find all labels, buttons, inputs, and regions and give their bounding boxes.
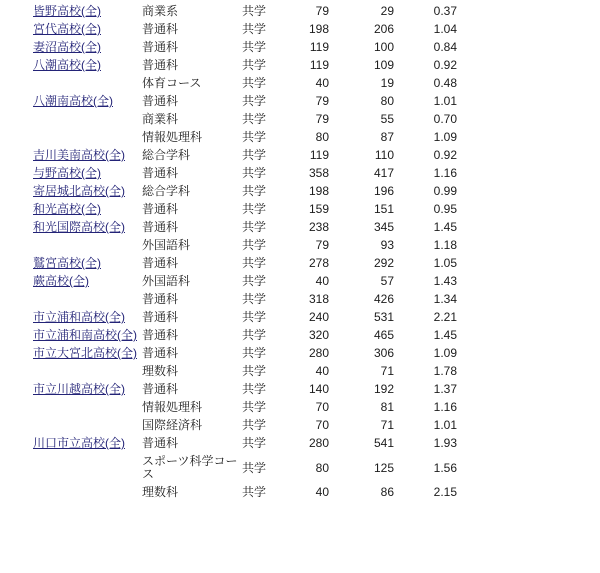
school-link[interactable]: 蕨高校(全): [33, 274, 89, 288]
ratio-cell: 0.48: [433, 76, 457, 90]
school-cell: [33, 399, 142, 417]
table-row: [33, 93, 457, 111]
capacity-cell: 70: [315, 400, 329, 414]
coed-cell: 共学: [242, 58, 267, 72]
department-cell: 普通科: [142, 166, 179, 180]
applicants-cell: 541: [373, 436, 394, 450]
capacity-cell: 79: [315, 94, 329, 108]
coed-cell: 共学: [242, 346, 267, 360]
table-row: [33, 291, 457, 309]
applicants-cell: 87: [380, 130, 394, 144]
school-link[interactable]: 与野高校(全): [33, 166, 101, 180]
coed-cell: 共学: [242, 220, 267, 234]
applicants-cell: 71: [380, 418, 394, 432]
ratio-cell: 0.84: [433, 40, 457, 54]
ratio-cell: 1.04: [433, 22, 457, 36]
capacity-cell: 159: [308, 202, 329, 216]
coed-cell: 共学: [242, 94, 267, 108]
school-link[interactable]: 寄居城北高校(全): [33, 184, 125, 198]
ratio-cell: 1.09: [433, 346, 457, 360]
capacity-cell: 280: [308, 346, 329, 360]
capacity-cell: 80: [315, 460, 329, 475]
department-cell: 普通科: [142, 220, 179, 234]
coed-cell: 共学: [242, 184, 267, 198]
department-cell: 普通科: [142, 202, 179, 216]
school-cell: [33, 111, 142, 129]
ratio-cell: 1.43: [433, 274, 457, 288]
table-row: [33, 453, 457, 484]
applicants-cell: 151: [373, 202, 394, 216]
school-cell: [33, 453, 142, 484]
capacity-cell: 40: [315, 76, 329, 90]
applicants-cell: 71: [380, 364, 394, 378]
school-cell: [33, 381, 142, 399]
capacity-cell: 80: [315, 130, 329, 144]
table-row: [33, 147, 457, 165]
capacity-cell: 70: [315, 418, 329, 432]
applicants-cell: 417: [373, 166, 394, 180]
capacity-cell: 40: [315, 364, 329, 378]
coed-cell: 共学: [242, 400, 267, 414]
capacity-cell: 240: [308, 310, 329, 324]
ratio-cell: 1.56: [433, 460, 457, 475]
coed-cell: 共学: [242, 238, 267, 252]
coed-cell: 共学: [242, 418, 267, 432]
table-row: [33, 363, 457, 381]
school-cell: [33, 309, 142, 327]
table-row: [33, 381, 457, 399]
applicants-cell: 426: [373, 292, 394, 306]
capacity-cell: 40: [315, 274, 329, 288]
school-cell: [33, 327, 142, 345]
department-cell: 情報処理科: [142, 130, 203, 144]
school-cell: [33, 129, 142, 147]
coed-cell: 共学: [242, 436, 267, 450]
department-cell: 普通科: [142, 310, 179, 324]
capacity-cell: 198: [308, 22, 329, 36]
department-cell: 普通科: [142, 256, 179, 270]
coed-cell: 共学: [242, 4, 267, 18]
table-row: [33, 3, 457, 21]
applicants-cell: 192: [373, 382, 394, 396]
table-row: [33, 183, 457, 201]
ratio-cell: 1.01: [433, 418, 457, 432]
table-row: [33, 21, 457, 39]
table-row: [33, 219, 457, 237]
department-cell: 普通科: [142, 328, 179, 342]
ratio-cell: 1.05: [433, 256, 457, 270]
applicants-cell: 80: [380, 94, 394, 108]
department-cell: 理数科: [142, 485, 179, 499]
school-cell: [33, 435, 142, 453]
admissions-table: [33, 3, 457, 502]
school-cell: [33, 147, 142, 165]
applicants-cell: 100: [373, 40, 394, 54]
table-row: [33, 237, 457, 255]
capacity-cell: 320: [308, 328, 329, 342]
coed-cell: 共学: [242, 112, 267, 126]
department-cell: 普通科: [142, 346, 179, 360]
school-cell: [33, 237, 142, 255]
applicants-cell: 345: [373, 220, 394, 234]
applicants-cell: 465: [373, 328, 394, 342]
school-link[interactable]: 市立浦和高校(全): [33, 310, 125, 324]
applicants-cell: 306: [373, 346, 394, 360]
department-cell: 普通科: [142, 58, 179, 72]
applicants-cell: 206: [373, 22, 394, 36]
ratio-cell: 0.95: [433, 202, 457, 216]
table-row: [33, 327, 457, 345]
capacity-cell: 119: [309, 58, 329, 72]
applicants-cell: 125: [373, 460, 394, 475]
department-cell: 商業科: [142, 112, 179, 126]
school-cell: [33, 201, 142, 219]
coed-cell: 共学: [242, 310, 267, 324]
table-row: [33, 309, 457, 327]
table-row: [33, 75, 457, 93]
school-cell: [33, 75, 142, 93]
capacity-cell: 119: [309, 40, 329, 54]
department-cell: 理数科: [142, 364, 179, 378]
table-row: [33, 129, 457, 147]
table-row: [33, 255, 457, 273]
applicants-cell: 86: [380, 485, 394, 499]
coed-cell: 共学: [242, 256, 267, 270]
school-link[interactable]: 和光高校(全): [33, 202, 101, 216]
ratio-cell: 1.93: [433, 436, 457, 450]
department-cell: 商業系: [142, 4, 179, 18]
coed-cell: 共学: [242, 130, 267, 144]
school-cell: [33, 219, 142, 237]
coed-cell: 共学: [242, 274, 267, 288]
department-cell: 情報処理科: [142, 400, 203, 414]
coed-cell: 共学: [242, 40, 267, 54]
department-cell: 普通科: [142, 94, 179, 108]
school-link[interactable]: 市立大宮北高校(全): [33, 346, 137, 360]
capacity-cell: 278: [308, 256, 329, 270]
school-link[interactable]: 市立川越高校(全): [33, 382, 125, 396]
table-row: [33, 435, 457, 453]
capacity-cell: 140: [308, 382, 329, 396]
school-cell: [33, 3, 142, 21]
ratio-cell: 1.37: [433, 382, 457, 396]
department-cell: 普通科: [142, 292, 179, 306]
ratio-cell: 2.15: [433, 485, 457, 499]
school-cell: [33, 484, 142, 502]
table-row: [33, 345, 457, 363]
applicants-cell: 292: [373, 256, 394, 270]
applicants-cell: 531: [373, 310, 394, 324]
coed-cell: 共学: [242, 364, 267, 378]
school-cell: [33, 345, 142, 363]
capacity-cell: 318: [308, 292, 329, 306]
school-cell: [33, 183, 142, 201]
department-cell: スポーツ科学コース: [142, 454, 238, 481]
capacity-cell: 358: [308, 166, 329, 180]
ratio-cell: 1.18: [433, 238, 457, 252]
coed-cell: 共学: [242, 292, 267, 306]
school-link[interactable]: 八潮南高校(全): [33, 94, 113, 108]
table-row: [33, 39, 457, 57]
coed-cell: 共学: [242, 22, 267, 36]
ratio-cell: 1.45: [433, 328, 457, 342]
table-row: [33, 201, 457, 219]
school-cell: [33, 363, 142, 381]
department-cell: 体育コース: [142, 76, 202, 90]
applicants-cell: 55: [380, 112, 394, 126]
applicants-cell: 81: [380, 400, 394, 414]
capacity-cell: 198: [308, 184, 329, 198]
school-cell: [33, 57, 142, 75]
school-cell: [33, 255, 142, 273]
applicants-cell: 57: [380, 274, 394, 288]
coed-cell: 共学: [242, 460, 267, 475]
school-cell: [33, 417, 142, 435]
coed-cell: 共学: [242, 382, 267, 396]
coed-cell: 共学: [242, 76, 267, 90]
school-link[interactable]: 和光国際高校(全): [33, 220, 125, 234]
coed-cell: 共学: [242, 328, 267, 342]
coed-cell: 共学: [242, 166, 267, 180]
table-row: [33, 417, 457, 435]
school-link[interactable]: 八潮高校(全): [33, 58, 101, 72]
ratio-cell: 0.70: [433, 112, 457, 126]
ratio-cell: 1.16: [433, 166, 457, 180]
ratio-cell: 0.92: [433, 148, 457, 162]
department-cell: 普通科: [142, 40, 179, 54]
ratio-cell: 1.45: [433, 220, 457, 234]
capacity-cell: 79: [315, 4, 329, 18]
school-cell: [33, 21, 142, 39]
table-row: [33, 57, 457, 75]
ratio-cell: 0.92: [433, 58, 457, 72]
department-cell: 外国語科: [142, 274, 191, 288]
school-link[interactable]: 市立浦和南高校(全): [33, 328, 137, 342]
school-link[interactable]: 鷲宮高校(全): [33, 256, 101, 270]
school-link[interactable]: 川口市立高校(全): [33, 436, 125, 450]
applicants-cell: 19: [380, 76, 394, 90]
ratio-cell: 1.78: [433, 364, 457, 378]
capacity-cell: 79: [315, 112, 329, 126]
table-row: [33, 484, 457, 502]
table-body: [33, 3, 457, 502]
school-link[interactable]: 宮代高校(全): [33, 22, 101, 36]
capacity-cell: 79: [315, 238, 329, 252]
ratio-cell: 0.99: [433, 184, 457, 198]
department-cell: 国際経済科: [142, 418, 203, 432]
school-cell: [33, 273, 142, 291]
ratio-cell: 2.21: [433, 310, 457, 324]
ratio-cell: 0.37: [433, 4, 457, 18]
department-cell: 外国語科: [142, 238, 191, 252]
department-cell: 普通科: [142, 436, 179, 450]
applicants-cell: 196: [373, 184, 394, 198]
capacity-cell: 119: [309, 148, 329, 162]
applicants-cell: 29: [380, 4, 394, 18]
school-link[interactable]: 皆野高校(全): [33, 4, 101, 18]
table-row: [33, 399, 457, 417]
table-row: [33, 111, 457, 129]
capacity-cell: 238: [308, 220, 329, 234]
school-cell: [33, 93, 142, 111]
department-cell: 普通科: [142, 22, 179, 36]
coed-cell: 共学: [242, 485, 267, 499]
ratio-cell: 1.09: [433, 130, 457, 144]
applicants-cell: 93: [380, 238, 394, 252]
applicants-cell: 109: [373, 58, 394, 72]
ratio-cell: 1.01: [433, 94, 457, 108]
ratio-cell: 1.16: [433, 400, 457, 414]
coed-cell: 共学: [242, 202, 267, 216]
school-link[interactable]: 吉川美南高校(全): [33, 148, 125, 162]
school-cell: [33, 39, 142, 57]
table-row: [33, 165, 457, 183]
school-cell: [33, 165, 142, 183]
capacity-cell: 280: [308, 436, 329, 450]
page: [0, 3, 600, 573]
school-link[interactable]: 妻沼高校(全): [33, 40, 101, 54]
department-cell: 総合学科: [142, 148, 191, 162]
applicants-cell: 110: [374, 148, 394, 162]
department-cell: 総合学科: [142, 184, 191, 198]
coed-cell: 共学: [242, 148, 267, 162]
ratio-cell: 1.34: [433, 292, 457, 306]
capacity-cell: 40: [315, 485, 329, 499]
school-cell: [33, 291, 142, 309]
department-cell: 普通科: [142, 382, 179, 396]
table-row: [33, 273, 457, 291]
